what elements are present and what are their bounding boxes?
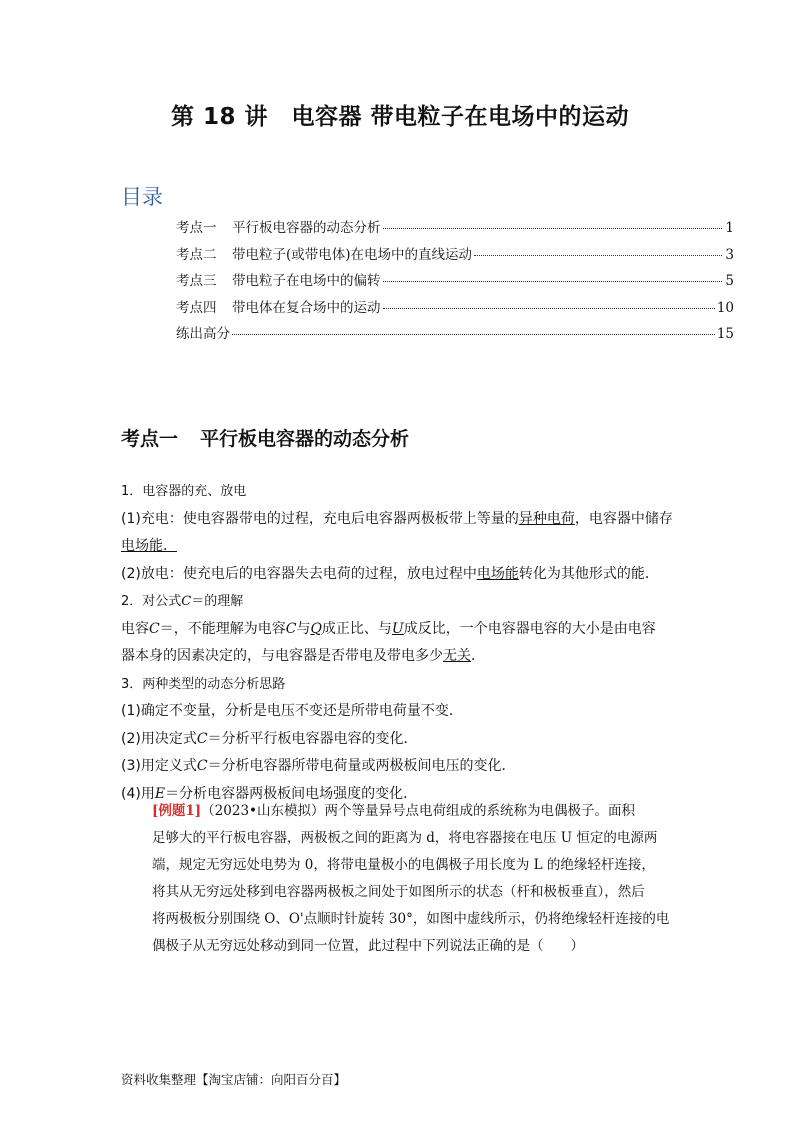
- example-line: 足够大的平行板电容器，两极板之间的距离为 d，将电容器接在电压 U 恒定的电源两: [152, 830, 658, 846]
- paragraph: (2)用决定式C＝分析平行板电容器电容的变化．: [121, 730, 418, 747]
- toc-entry-text: 平行板电容器的动态分析: [232, 220, 381, 236]
- variable: C: [196, 730, 208, 747]
- example-problem: [152, 798, 697, 960]
- toc-entry-page: 3: [725, 246, 734, 263]
- paragraph: (3)用定义式C＝分析电容器所带电荷量或两极板间电压的变化．: [121, 758, 516, 774]
- example-line: 将其从无穷远处移到电容器两极板之间处于如图所示的状态（杆和极板垂直），然后: [152, 884, 645, 900]
- toc-entry-text: 带电体在复合场中的运动: [232, 299, 381, 316]
- toc-heading: 目录: [121, 185, 163, 209]
- toc-entry[interactable]: [176, 216, 734, 243]
- variable: C: [181, 594, 192, 609]
- table-of-contents: [176, 216, 734, 349]
- toc-leader-dots: [383, 227, 723, 229]
- toc-entry-number: 考点三: [176, 273, 217, 289]
- section-heading: [121, 424, 409, 451]
- page-title: 第 18 讲 电容器 带电粒子在电场中的运动: [170, 104, 630, 130]
- section-number: 考点一: [121, 428, 179, 450]
- variable: C: [285, 620, 297, 637]
- variable: C: [149, 620, 160, 637]
- example-tag: [例题1]: [152, 803, 202, 819]
- paragraph: (1)确定不变量，分析是电压不变还是所带电荷量不变．: [121, 703, 463, 719]
- toc-leader-dots: [232, 333, 715, 335]
- paragraph: (1)充电：使电容器带电的过程，充电后电容器两极板带上等量的异种电荷，电容器中储存: [121, 510, 673, 527]
- example-line: 端，规定无穷远处电势为 0，将带电量极小的电偶极子用长度为 L 的绝缘轻杆连接，: [152, 857, 655, 873]
- toc-entry-number: 考点四: [176, 299, 217, 316]
- example-line: 将两极板分别围绕 O、O'点顺时针旋转 30°，如图中虚线所示，仍将绝缘轻杆连接的电: [152, 911, 670, 927]
- example-line: [例题1]（2023•山东模拟）两个等量异号点电荷组成的系统称为电偶极子。面积: [152, 803, 635, 819]
- underlined-term: 无关: [443, 648, 471, 664]
- variable: E: [154, 785, 166, 802]
- section-body: [121, 478, 681, 808]
- paragraph: (4)用E＝分析电容器两极板间电场强度的变化．: [121, 785, 418, 802]
- subheading: 3．两种类型的动态分析思路: [121, 676, 286, 692]
- subheading: 1．电容器的充、放电: [121, 484, 247, 499]
- toc-leader-dots: [383, 307, 715, 309]
- underlined-term: 异种电荷: [518, 510, 575, 527]
- toc-leader-dots: [383, 280, 723, 282]
- toc-leader-dots: [474, 254, 722, 256]
- subheading: 2．对公式C＝的理解: [121, 594, 244, 609]
- section-title: 平行板电容器的动态分析: [200, 428, 410, 450]
- toc-entry-number: 考点一: [176, 220, 217, 236]
- toc-entry-page: 15: [716, 326, 734, 342]
- paragraph: 器本身的因素决定的，与电容器是否带电及带电多少无关．: [121, 648, 485, 664]
- toc-entry-text: 练出高分: [176, 326, 230, 342]
- page-footer: 资料收集整理【淘宝店铺：向阳百分百】: [121, 1072, 347, 1087]
- toc-entry-page: 5: [725, 273, 734, 289]
- toc-entry[interactable]: [176, 296, 734, 323]
- variable: U: [391, 620, 404, 637]
- paragraph: (2)放电：使充电后的电容器失去电荷的过程，放电过程中电场能转化为其他形式的能．: [121, 565, 659, 582]
- toc-entry-number: 考点二: [176, 246, 217, 263]
- toc-entry-page: 1: [725, 220, 734, 236]
- toc-entry[interactable]: [176, 322, 734, 349]
- toc-entry[interactable]: [176, 243, 734, 270]
- underlined-term: 电场能．: [121, 538, 177, 554]
- toc-entry-text: 带电粒子(或带电体)在电场中的直线运动: [232, 246, 473, 263]
- paragraph: [121, 533, 681, 561]
- underlined-term: 电场能: [476, 565, 519, 582]
- toc-entry-text: 带电粒子在电场中的偏转: [232, 273, 381, 289]
- toc-entry-page: 10: [716, 299, 734, 316]
- paragraph: 电容C＝，不能理解为电容C与Q成正比、与U成反比，一个电容器电容的大小是由电容: [121, 620, 656, 637]
- variable: C: [196, 758, 208, 774]
- variable: Q: [310, 620, 322, 637]
- example-line: 偶极子从无穷远处移动到同一位置，此过程中下列说法正确的是（ ）: [152, 938, 584, 954]
- toc-entry[interactable]: [176, 269, 734, 296]
